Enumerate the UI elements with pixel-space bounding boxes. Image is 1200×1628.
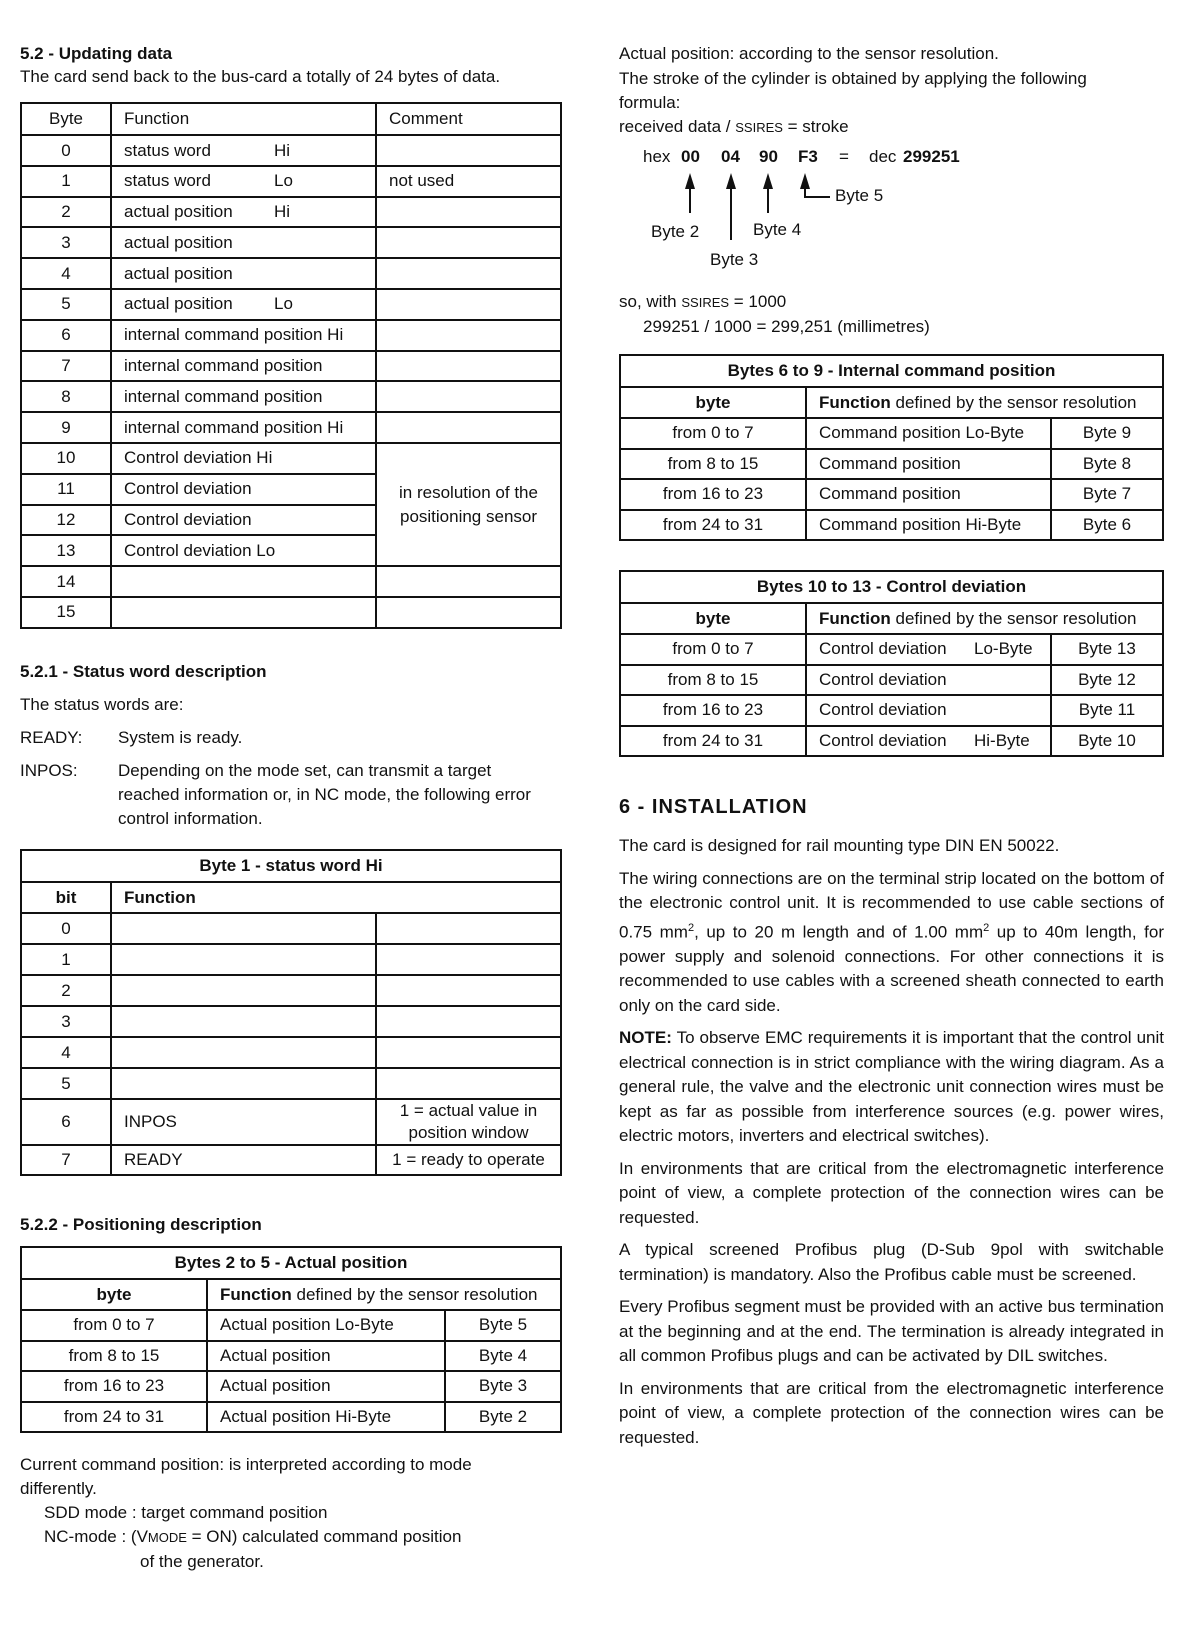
hex-label: hex	[643, 147, 671, 166]
header-function-rest: defined by the sensor resolution	[890, 392, 1137, 412]
byte-cell: 5	[21, 289, 111, 320]
description-cell	[806, 695, 1051, 726]
description-text: Command position	[819, 484, 961, 504]
description-text: Command position Hi-Byte	[819, 514, 1022, 534]
byte-cell: 7	[21, 351, 111, 382]
nc-mode-line-2: of the generator.	[140, 1552, 264, 1571]
function-cell	[111, 474, 376, 505]
hex-byte-90: 90	[759, 147, 778, 166]
comment-cell	[376, 289, 561, 320]
function-cell	[111, 944, 376, 975]
byte-cell: Byte 10	[1051, 726, 1163, 757]
description-cell	[207, 1341, 445, 1372]
section-6-title: 6 - INSTALLATION	[619, 796, 808, 818]
status-words-intro: The status words are:	[20, 695, 184, 714]
table-row	[21, 1402, 561, 1433]
description-text: Command position	[819, 453, 961, 473]
formula-line	[619, 115, 1087, 140]
function-suffix: Hi	[274, 140, 291, 160]
arrow-line	[730, 185, 732, 240]
byte-cell: 1	[21, 166, 111, 197]
table-row	[21, 597, 561, 628]
arrow-line	[767, 185, 769, 213]
dec-label: dec	[869, 147, 897, 166]
function-text: actual position	[124, 294, 233, 314]
comment-cell	[376, 1068, 561, 1099]
merged-comment-line: positioning sensor	[399, 506, 538, 526]
function-cell	[111, 597, 376, 628]
paragraph-profibus-plug: A typical screened Profibus plug (D-Sub 9pol with switchable termination) is mandatory. Also the Profibus cable must be screened.	[619, 1240, 1164, 1284]
formula-smallcaps: SSIRES	[735, 120, 783, 135]
function-text: actual position	[124, 232, 233, 252]
ready-label: READY:	[20, 728, 83, 747]
table-row	[21, 1145, 561, 1175]
stroke-text-line: formula:	[619, 93, 681, 112]
description-cell	[806, 418, 1051, 449]
description-cell	[806, 510, 1051, 541]
so-with-a: so, with	[619, 292, 682, 311]
function-suffix: Lo	[274, 171, 293, 191]
comment-cell	[376, 258, 561, 289]
bit-range-cell: from 8 to 15	[21, 1341, 207, 1372]
header-function-rest: defined by the sensor resolution	[291, 1284, 538, 1304]
bit-range-cell: from 16 to 23	[620, 479, 806, 510]
bit-cell: 6	[21, 1099, 111, 1145]
function-text: internal command position	[124, 356, 323, 376]
comment-cell	[376, 320, 561, 351]
comment-cell	[376, 597, 561, 628]
byte-3-label: Byte 3	[710, 250, 759, 269]
current-command-line: differently.	[20, 1479, 97, 1498]
description-text: Actual position Lo-Byte	[220, 1315, 394, 1335]
function-text: Control deviation	[124, 510, 252, 530]
section-5-2-1-title: 5.2.1 - Status word description	[20, 662, 267, 681]
table-row	[21, 1006, 561, 1037]
byte-table-header-comment: Comment	[376, 103, 561, 135]
table-row	[21, 166, 561, 197]
bit-cell: 3	[21, 1006, 111, 1037]
function-cell	[111, 351, 376, 382]
table-row	[620, 726, 1163, 757]
table-row	[21, 566, 561, 597]
table-row	[620, 510, 1163, 541]
byte-cell: Byte 7	[1051, 479, 1163, 510]
cmd-table-title: Bytes 6 to 9 - Internal command position	[620, 355, 1163, 387]
nc-mode-line	[20, 1525, 472, 1550]
table-row	[620, 418, 1163, 449]
comment-cell	[376, 944, 561, 975]
note-label: NOTE:	[619, 1028, 672, 1048]
header-function-bold: Function	[819, 608, 891, 628]
table-row	[21, 227, 561, 258]
superscript: 2	[687, 921, 695, 934]
equals-sign: =	[839, 147, 849, 166]
description-cell	[806, 449, 1051, 480]
wiring-text-b: , up to 20 m length and of 1.00 mm	[694, 922, 984, 942]
description-text: Command position Lo-Byte	[819, 423, 1025, 443]
note-text: To observe EMC requirements it is important that the control unit electrical connection is in strict compliance with the wiring diagram. As a general rule, the valve and the electronic unit connection wires must be kept as far as possible from interference sources (e.g. power wires, electric motors, inverters and electrical switches).	[619, 1028, 1164, 1146]
table-row	[21, 197, 561, 228]
actual-table-title: Bytes 2 to 5 - Actual position	[21, 1247, 561, 1279]
function-cell	[111, 566, 376, 597]
byte-5-label: Byte 5	[835, 186, 884, 205]
so-with-b: = 1000	[729, 292, 787, 311]
paragraph-emc-protection: In environments that are critical from the electromagnetic interference point of view, a complete protection of the connection wires can be requested.	[619, 1158, 1164, 1227]
comment-cell	[376, 227, 561, 258]
description-suffix: Hi-Byte	[974, 730, 1030, 750]
byte-cell: 13	[21, 535, 111, 566]
byte-cell: 15	[21, 597, 111, 628]
function-cell	[111, 412, 376, 443]
paragraph-emc-protection-2: In environments that are critical from the electromagnetic interference point of view, a complete protection of the connection wires can be requested.	[619, 1378, 1164, 1447]
bit-range-cell: from 16 to 23	[620, 695, 806, 726]
table-row	[21, 1099, 561, 1145]
dev-table-header-function	[806, 603, 1163, 634]
formula-a: received data /	[619, 117, 736, 136]
byte-cell: 0	[21, 135, 111, 166]
byte-table-header-function: Function	[111, 103, 376, 135]
comment-cell: 1 = ready to operate	[376, 1145, 561, 1175]
byte-cell: Byte 13	[1051, 634, 1163, 665]
nc-mode-a: NC-mode : (V	[44, 1527, 148, 1546]
function-cell	[111, 381, 376, 412]
function-cell	[111, 1006, 376, 1037]
byte-cell: 2	[21, 197, 111, 228]
function-cell	[111, 505, 376, 536]
table-row	[21, 1310, 561, 1341]
nc-mode-b: = ON) calculated command position	[186, 1527, 462, 1546]
installation-body	[619, 834, 1164, 1450]
bit-range-cell: from 0 to 7	[620, 634, 806, 665]
dev-table-title: Bytes 10 to 13 - Control deviation	[620, 571, 1163, 603]
comment-line: position window	[408, 1123, 529, 1142]
description-text: Actual position	[220, 1345, 331, 1365]
section-5-2-2-title: 5.2.2 - Positioning description	[20, 1215, 262, 1234]
comment-cell	[376, 381, 561, 412]
function-cell	[111, 320, 376, 351]
table-row	[21, 1068, 561, 1099]
table-row	[620, 479, 1163, 510]
bit-range-cell: from 24 to 31	[620, 510, 806, 541]
control-deviation-table	[619, 570, 1164, 757]
hex-byte-00: 00	[681, 147, 700, 166]
description-text: Control deviation	[819, 700, 947, 720]
actual-position-text: Actual position: according to the sensor resolution.	[619, 44, 999, 63]
description-cell	[806, 665, 1051, 696]
bit-range-cell: from 8 to 15	[620, 449, 806, 480]
actual-position-table	[20, 1246, 562, 1433]
so-with-smallcaps: SSIRES	[681, 295, 730, 310]
section-5-2-intro: The card send back to the bus-card a totally of 24 bytes of data.	[20, 67, 501, 86]
paragraph-rail-mounting: The card is designed for rail mounting type DIN EN 50022.	[619, 836, 1060, 855]
inpos-text-line: reached information or, in NC mode, the following error	[118, 785, 531, 804]
hex-byte-f3: F3	[798, 147, 818, 166]
description-text: Actual position	[220, 1376, 331, 1396]
bit-range-cell: from 0 to 7	[21, 1310, 207, 1341]
byte-cell: 3	[21, 227, 111, 258]
table-row	[21, 258, 561, 289]
bit-cell: 1	[21, 944, 111, 975]
description-suffix: Lo-Byte	[974, 639, 1033, 659]
paragraph-wiring	[619, 867, 1164, 1019]
function-cell	[111, 535, 376, 566]
table-row	[21, 443, 561, 474]
ready-definition	[20, 726, 565, 750]
status-word-table	[20, 849, 562, 1176]
bit-range-cell: from 0 to 7	[620, 418, 806, 449]
byte-cell: Byte 8	[1051, 449, 1163, 480]
function-cell	[111, 913, 376, 944]
current-command-text	[20, 1453, 472, 1574]
description-cell	[806, 634, 1051, 665]
description-text: Actual position Hi-Byte	[220, 1406, 392, 1426]
so-with-line	[619, 290, 930, 315]
byte-cell: 10	[21, 443, 111, 474]
calculation-line: 299251 / 1000 = 299,251 (millimetres)	[643, 317, 930, 336]
byte-cell: 11	[21, 474, 111, 505]
description-cell	[207, 1402, 445, 1433]
bit-cell: 4	[21, 1037, 111, 1068]
header-function-bold: Function	[220, 1284, 292, 1304]
table-row	[620, 634, 1163, 665]
function-cell	[111, 197, 376, 228]
function-cell	[111, 289, 376, 320]
table-row	[21, 412, 561, 443]
dev-table-header-byte: byte	[620, 603, 806, 634]
function-cell: READY	[111, 1145, 376, 1175]
paragraph-profibus-termination: Every Profibus segment must be provided with an active bus termination at the beginning and at the end. The termination is already integrated in all common Profibus plugs and can be activated by DIL switches.	[619, 1297, 1164, 1366]
description-text: Control deviation	[819, 639, 947, 659]
bit-cell: 7	[21, 1145, 111, 1175]
comment-cell	[376, 1099, 561, 1145]
stroke-text	[619, 67, 1087, 140]
byte-cell: 9	[21, 412, 111, 443]
ready-text: System is ready.	[118, 728, 243, 747]
arrow-elbow	[804, 196, 830, 198]
table-row	[21, 944, 561, 975]
description-text: Control deviation	[819, 730, 947, 750]
inpos-text-line: Depending on the mode set, can transmit a target	[118, 761, 492, 780]
merged-comment-line: in resolution of the	[399, 482, 538, 502]
command-position-table	[619, 354, 1164, 541]
wiring-text-a: The wiring connections are on the terminal strip located on the bottom of the electronic control unit. It is recommended to use cable sections of 0.75 mm	[619, 868, 1164, 942]
function-cell	[111, 258, 376, 289]
table-row	[620, 695, 1163, 726]
function-cell	[111, 443, 376, 474]
function-text: Control deviation Hi	[124, 448, 273, 468]
byte-cell: Byte 9	[1051, 418, 1163, 449]
function-suffix: Lo	[274, 294, 293, 314]
table-row	[21, 289, 561, 320]
table-row	[21, 320, 561, 351]
hex-byte-04: 04	[721, 147, 740, 166]
table-row	[620, 665, 1163, 696]
inpos-label: INPOS:	[20, 761, 78, 780]
table-row	[21, 913, 561, 944]
function-cell	[111, 975, 376, 1006]
calculation-text	[619, 290, 930, 339]
status-table-header-function: Function	[111, 882, 561, 913]
superscript: 2	[983, 921, 990, 934]
byte-cell: Byte 6	[1051, 510, 1163, 541]
table-row	[21, 381, 561, 412]
function-cell	[111, 1068, 376, 1099]
function-cell	[111, 1037, 376, 1068]
byte-cell: 8	[21, 381, 111, 412]
current-command-line: Current command position: is interpreted according to mode	[20, 1455, 472, 1474]
function-text: status word	[124, 171, 211, 191]
stroke-text-line: The stroke of the cylinder is obtained by applying the following	[619, 69, 1087, 88]
byte-cell: Byte 3	[445, 1371, 561, 1402]
bit-cell: 2	[21, 975, 111, 1006]
byte-cell: Byte 4	[445, 1341, 561, 1372]
byte-cell: 4	[21, 258, 111, 289]
byte-cell: 14	[21, 566, 111, 597]
header-function-bold: Function	[819, 392, 891, 412]
byte-cell: Byte 11	[1051, 695, 1163, 726]
comment-cell	[376, 1006, 561, 1037]
cmd-table-header-byte: byte	[620, 387, 806, 418]
table-row	[21, 135, 561, 166]
inpos-text	[118, 759, 531, 831]
table-row	[21, 1037, 561, 1068]
merged-comment-cell	[376, 443, 561, 566]
comment-cell	[376, 913, 561, 944]
inpos-text-line: control information.	[118, 809, 263, 828]
byte-table	[20, 102, 562, 629]
comment-cell	[376, 197, 561, 228]
formula-b: = stroke	[782, 117, 849, 136]
comment-cell	[376, 135, 561, 166]
paragraph-note	[619, 1026, 1164, 1149]
cmd-table-header-function	[806, 387, 1163, 418]
table-row	[21, 351, 561, 382]
function-text: internal command position Hi	[124, 417, 344, 437]
function-text: Control deviation Lo	[124, 540, 276, 560]
comment-cell	[376, 1037, 561, 1068]
byte-table-header-byte: Byte	[21, 103, 111, 135]
comment-line: 1 = actual value in	[399, 1101, 538, 1120]
function-cell	[111, 227, 376, 258]
description-cell	[806, 726, 1051, 757]
sdd-mode-line: SDD mode : target command position	[44, 1503, 328, 1522]
status-table-header-bit: bit	[21, 882, 111, 913]
actual-table-header-byte: byte	[21, 1279, 207, 1310]
arrow-line	[689, 185, 691, 213]
function-cell	[111, 166, 376, 197]
description-cell	[806, 479, 1051, 510]
comment-cell	[376, 566, 561, 597]
byte-cell: Byte 2	[445, 1402, 561, 1433]
byte-4-label: Byte 4	[753, 220, 802, 239]
description-cell	[207, 1310, 445, 1341]
comment-cell	[376, 412, 561, 443]
bit-range-cell: from 8 to 15	[620, 665, 806, 696]
header-function-rest: defined by the sensor resolution	[890, 608, 1137, 628]
description-text: Control deviation	[819, 669, 947, 689]
function-text: Control deviation	[124, 479, 252, 499]
function-text: internal command position	[124, 386, 323, 406]
hex-diagram	[643, 145, 1043, 275]
bit-range-cell: from 24 to 31	[21, 1402, 207, 1433]
byte-cell: 12	[21, 505, 111, 536]
actual-table-header-function	[207, 1279, 561, 1310]
status-table-title: Byte 1 - status word Hi	[21, 850, 561, 882]
byte-cell: 6	[21, 320, 111, 351]
function-text: internal command position Hi	[124, 325, 344, 345]
description-cell	[207, 1371, 445, 1402]
byte-cell: Byte 5	[445, 1310, 561, 1341]
table-row	[21, 1341, 561, 1372]
nc-mode-smallcaps: MODE	[147, 1530, 187, 1545]
comment-cell	[376, 351, 561, 382]
table-row	[620, 449, 1163, 480]
function-suffix: Hi	[274, 202, 291, 222]
function-cell	[111, 135, 376, 166]
byte-2-label: Byte 2	[651, 222, 700, 241]
function-text: actual position	[124, 202, 233, 222]
bit-cell: 0	[21, 913, 111, 944]
bit-range-cell: from 24 to 31	[620, 726, 806, 757]
wiring-text-c: up to 40m length, for power supply and solenoid connections. For other connections it is recommended to use cables with a screened sheath connected to earth only on the card side.	[619, 922, 1164, 1015]
bit-cell: 5	[21, 1068, 111, 1099]
table-row	[21, 975, 561, 1006]
function-cell: INPOS	[111, 1099, 376, 1145]
table-row	[21, 1371, 561, 1402]
section-5-2-title: 5.2 - Updating data	[20, 44, 173, 63]
comment-cell	[376, 975, 561, 1006]
comment-cell: not used	[376, 166, 561, 197]
function-text: status word	[124, 140, 211, 160]
byte-cell: Byte 12	[1051, 665, 1163, 696]
bit-range-cell: from 16 to 23	[21, 1371, 207, 1402]
dec-value: 299251	[903, 147, 960, 166]
function-text: actual position	[124, 263, 233, 283]
